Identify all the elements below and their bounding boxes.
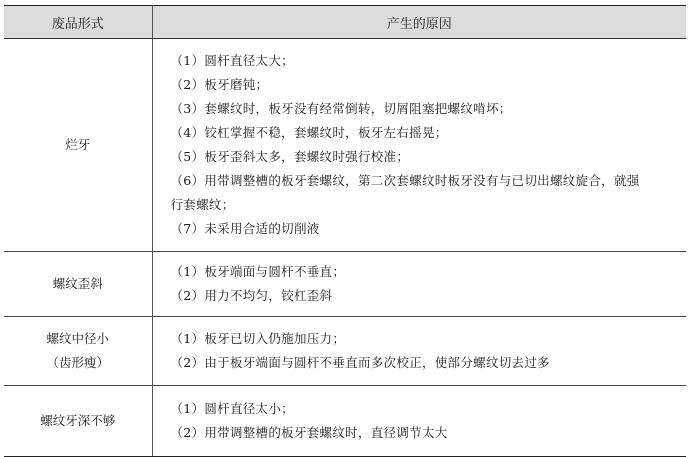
defect-form-text: 螺纹歪斜 <box>52 276 103 291</box>
cause-cell <box>152 317 686 386</box>
cause-list <box>171 397 673 445</box>
cause-item-continuation: 行套螺纹； <box>170 197 235 212</box>
defect-form-text: 螺纹中径小 <box>46 331 109 346</box>
cause-item: （2）用力不均匀，铰杠歪斜 <box>170 288 333 303</box>
header-cause: 产生的原因 <box>152 6 686 39</box>
cause-item: （5）板牙歪斜太多，套螺纹时强行校准； <box>170 149 410 164</box>
cause-cell <box>152 252 686 317</box>
defect-form-cell <box>4 39 152 252</box>
cause-item: （7）未采用合适的切削液 <box>170 221 320 236</box>
table-row <box>4 252 686 317</box>
table-header-row <box>4 6 686 39</box>
cause-item: （1）板牙端面与圆杆不垂直； <box>170 264 346 279</box>
defect-form-text: 烂牙 <box>65 137 91 152</box>
cause-item: （6）用带调整槽的板牙套螺纹，第二次套螺纹时板牙没有与已切出螺纹旋合，就强 <box>170 173 640 188</box>
defect-form-cell <box>4 252 152 317</box>
table-row <box>4 317 686 386</box>
cause-list <box>171 49 673 241</box>
defect-cause-table <box>4 5 686 457</box>
table-row <box>4 39 686 252</box>
cause-item: （1）板牙已切入仍施加压力； <box>170 331 346 346</box>
cause-list <box>171 260 673 308</box>
cause-item: （2）用带调整槽的板牙套螺纹时，直径调节太大 <box>170 425 448 440</box>
cause-item: （4）铰杠掌握不稳，套螺纹时，板牙左右摇晃； <box>170 125 448 140</box>
cause-cell <box>152 39 686 252</box>
cause-item: （1）圆杆直径太小； <box>170 401 294 416</box>
defect-cause-table-container <box>4 5 686 457</box>
cause-item: （1）圆杆直径太大； <box>170 53 294 68</box>
cause-list <box>171 327 673 375</box>
defect-form-text: 螺纹牙深不够 <box>40 413 116 428</box>
cause-item: （3）套螺纹时，板牙没有经常倒转，切屑阻塞把螺纹啃坏； <box>170 101 512 116</box>
defect-form-cell <box>4 317 152 386</box>
defect-form-cell <box>4 386 152 457</box>
defect-form-subtext: （齿形瘦） <box>46 355 109 370</box>
cause-cell <box>152 386 686 457</box>
header-defect-form: 废品形式 <box>4 6 152 39</box>
table-row <box>4 386 686 457</box>
cause-item: （2）由于板牙端面与圆杆不垂直而多次校正，使部分螺纹切去过多 <box>170 355 550 370</box>
cause-item: （2）板牙磨钝； <box>170 77 269 92</box>
